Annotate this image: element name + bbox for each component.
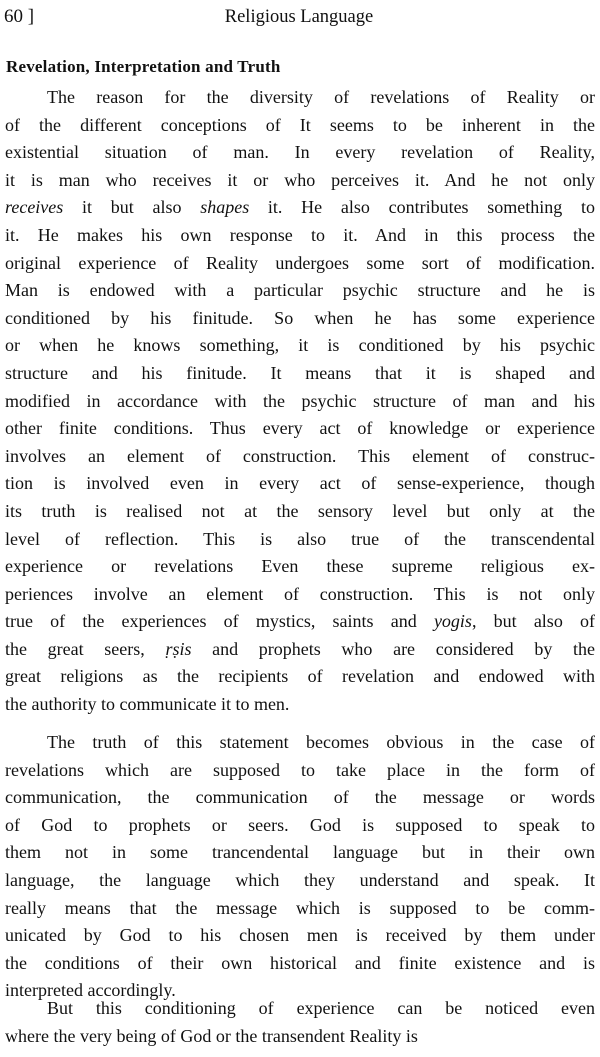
text-run: true of the experiences of mystics, saints and bbox=[5, 611, 434, 632]
text-line: tion is involved even in every act of sense-experience, though bbox=[5, 473, 595, 494]
text-line: conditioned by his finitude. So when he has some experience bbox=[5, 307, 595, 328]
italic-term: ṛṣis bbox=[165, 638, 192, 659]
text-line: The reason for the diversity of revelations of Reality or bbox=[47, 87, 595, 107]
text-line: interpreted accordingly. bbox=[5, 980, 176, 1001]
text-run: it. He also contributes something to bbox=[249, 197, 595, 218]
text-line bbox=[5, 636, 595, 664]
text-line: level of reflection. This is also true of the transcendental bbox=[5, 528, 595, 549]
text-line: or when he knows something, it is conditioned by his psychic bbox=[5, 335, 595, 356]
running-title: Religious Language bbox=[224, 7, 374, 27]
text-line: revelations which are supposed to take place in the form of bbox=[5, 759, 595, 780]
text-line: it. He makes his own response to it. And in this process the bbox=[5, 224, 595, 245]
text-run: , but also of bbox=[471, 611, 595, 632]
text-line: the authority to communicate it to men. bbox=[5, 694, 290, 715]
text-line: experience or revelations Even these supreme religious ex- bbox=[5, 556, 595, 577]
page-number: 60 ] bbox=[4, 6, 35, 27]
text-line: it is man who receives it or who perceives it. And he not only bbox=[5, 169, 595, 190]
section-heading: Revelation, Interpretation and Truth bbox=[6, 57, 281, 76]
text-line: great religions as the recipients of revelation and endowed with bbox=[5, 666, 595, 687]
running-head bbox=[4, 4, 594, 30]
text-line: original experience of Reality undergoes some sort of modification. bbox=[5, 252, 595, 273]
paragraph-1 bbox=[5, 84, 595, 719]
text-line: them not in some trancendental language but in their own bbox=[5, 842, 595, 863]
italic-term: shapes bbox=[200, 197, 250, 218]
paragraph-2 bbox=[5, 729, 595, 1005]
text-line bbox=[5, 194, 595, 222]
text-line: The truth of this statement becomes obvious in the case of bbox=[47, 732, 595, 752]
text-line: of the different conceptions of It seems to be inherent in the bbox=[5, 114, 595, 135]
text-line: its truth is realised not at the sensory level but only at the bbox=[5, 500, 595, 521]
text-line: modified in accordance with the psychic structure of man and his bbox=[5, 390, 595, 411]
text-line: periences involve an element of construction. This is not only bbox=[5, 583, 595, 604]
text-line: involves an element of construction. This element of construc- bbox=[5, 445, 595, 466]
text-line: unicated by God to his chosen men is received by them under bbox=[5, 925, 595, 946]
text-line: really means that the message which is supposed to be comm- bbox=[5, 897, 595, 918]
text-run: and prophets who are considered by the bbox=[191, 638, 595, 659]
text-line bbox=[5, 608, 595, 636]
text-line: existential situation of man. In every revelation of Reality, bbox=[5, 142, 595, 163]
italic-term: yogis bbox=[433, 611, 472, 632]
text-line: where the very being of God or the transendent Reality is bbox=[5, 1025, 418, 1046]
paragraph-3 bbox=[5, 995, 595, 1050]
text-line: of God to prophets or seers. God is supposed to speak to bbox=[5, 814, 595, 835]
text-run: the great seers, bbox=[5, 638, 166, 659]
text-line: But this conditioning of experience can be noticed even bbox=[47, 998, 595, 1018]
text-run: it but also bbox=[63, 197, 201, 218]
text-line: structure and his finitude. It means that it is shaped and bbox=[5, 362, 595, 383]
text-line: other finite conditions. Thus every act of knowledge or experience bbox=[5, 418, 595, 439]
text-line: Man is endowed with a particular psychic structure and he is bbox=[5, 280, 595, 301]
text-line: language, the language which they understand and speak. It bbox=[5, 869, 595, 890]
text-line: the conditions of their own historical and finite existence and is bbox=[5, 952, 595, 973]
italic-term: receives bbox=[5, 197, 64, 218]
text-line: communication, the communication of the message or words bbox=[5, 787, 595, 808]
